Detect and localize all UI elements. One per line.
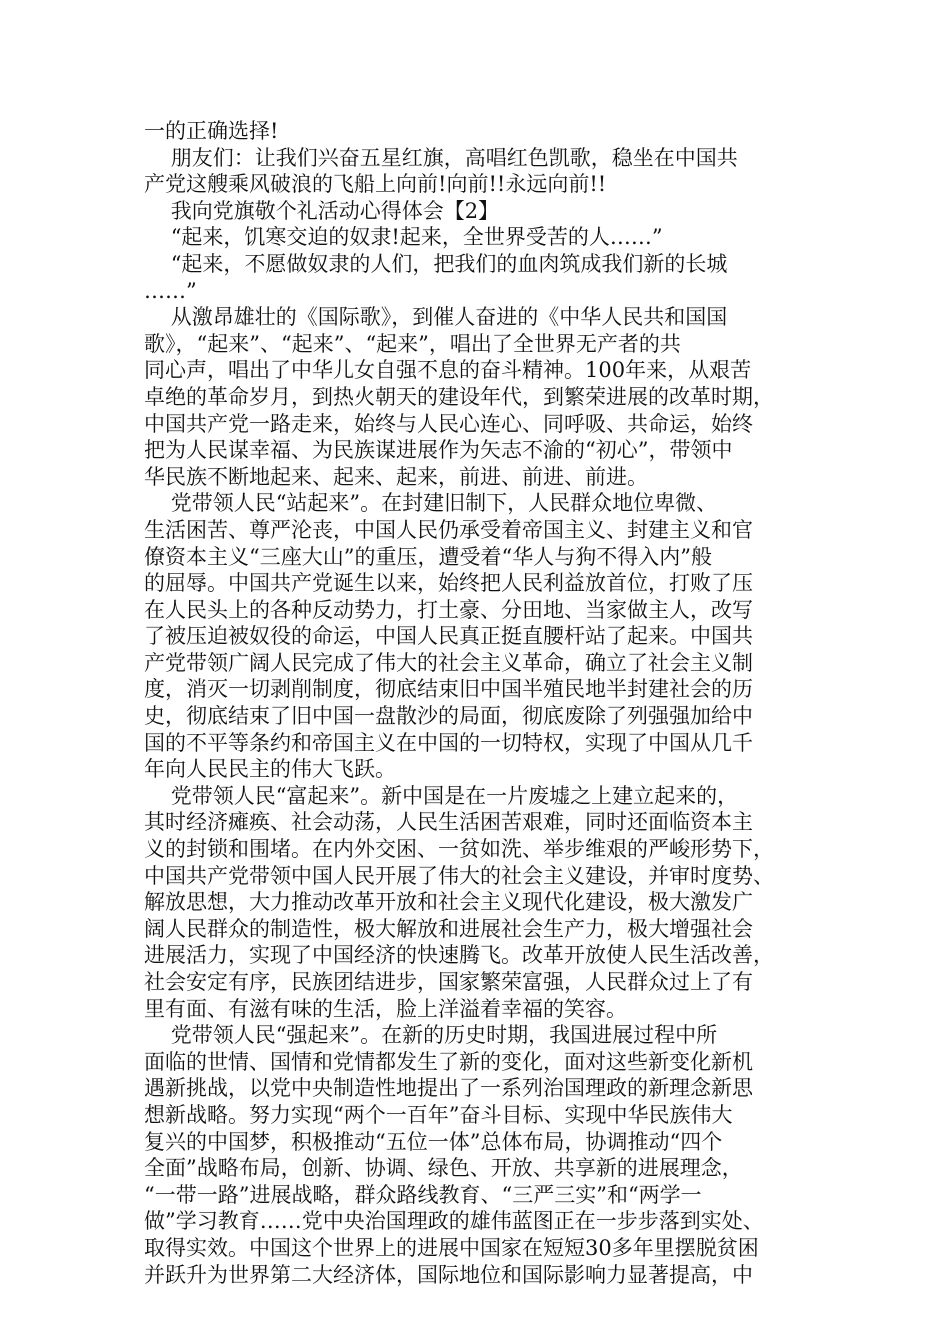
text-line: 中国共产党带领中国人民开展了伟大的社会主义建设，并审时度势、: [144, 863, 774, 888]
text-line: 其时经济瘫痪、社会动荡，人民生活困苦艰难，同时还面临资本主: [144, 810, 753, 835]
text-line: 面临的世情、国情和党情都发生了新的变化，面对这些新变化新机: [144, 1049, 753, 1074]
text-line: 党带领人民“富起来”。新中国是在一片废墟之上建立起来的，: [144, 783, 739, 808]
text-line: 社会安定有序，民族团结进步，国家繁荣富强，人民群众过上了有: [144, 970, 753, 994]
text-line: 同心声，唱出了中华儿女自强不息的奋斗精神。100年来，从艰苦: [144, 358, 752, 383]
text-line: 解放思想，大力推动改革开放和社会主义现代化建设，极大激发广: [144, 890, 753, 915]
text-line: 一的正确选择!: [144, 119, 279, 143]
text-line: 遇新挑战，以党中央制造性地提出了一系列治国理政的新理念新思: [144, 1076, 753, 1101]
text-line: 史，彻底结束了旧中国一盘散沙的局面，彻底废除了列强强加给中: [144, 704, 753, 729]
text-line: 朋友们：让我们兴奋五星红旗，高唱红色凯歌，稳坐在中国共: [144, 145, 738, 170]
text-line: ……”: [144, 278, 197, 303]
text-line: 党带领人民“站起来”。在封建旧制下，人民群众地位卑微、: [144, 491, 718, 516]
text-line: 的屈辱。中国共产党诞生以来，始终把人民利益放首位，打败了压: [144, 571, 753, 596]
text-line: 中国共产党一路走来，始终与人民心连心、同呼吸、共命运，始终: [144, 411, 753, 436]
section-heading: 我向党旗敬个礼活动心得体会【2】: [144, 198, 500, 223]
text-line: 年向人民民主的伟大飞跃。: [144, 757, 396, 782]
text-line: 产党这艘乘风破浪的飞船上向前!向前!!永远向前!!: [144, 172, 607, 197]
text-line: “起来，不愿做奴隶的人们，把我们的血肉筑成我们新的长城: [144, 251, 728, 276]
text-line: 把为人民谋幸福、为民族谋进展作为矢志不渝的“初心”，带领中: [144, 438, 733, 463]
text-line: 卓绝的革命岁月，到热火朝天的建设年代，到繁荣进展的改革时期，: [144, 384, 774, 409]
text-line: 全面”战略布局，创新、协调、绿色、开放、共享新的进展理念，: [144, 1156, 743, 1181]
text-line: “一带一路”进展战略，群众路线教育、“三严三实”和“两学一: [144, 1182, 702, 1207]
text-line: 并跃升为世界第二大经济体，国际地位和国际影响力显著提高，中: [144, 1262, 753, 1287]
text-line: 在人民头上的各种反动势力，打土豪、分田地、当家做主人，改写: [144, 597, 753, 622]
text-line: 取得实效。中国这个世界上的进展中国家在短短30多年里摆脱贫困: [144, 1235, 759, 1260]
document-body: [144, 118, 822, 1288]
text-line: 华民族不断地起来、起来、起来，前进、前进、前进。: [144, 464, 648, 489]
text-line: 复兴的中国梦，积极推动“五位一体”总体布局，协调推动“四个: [144, 1129, 723, 1154]
text-line: 里有面、有滋有味的生活，脸上洋溢着幸福的笑容。: [144, 996, 627, 1021]
text-line: 想新战略。努力实现“两个一百年”奋斗目标、实现中华民族伟大: [144, 1102, 733, 1127]
text-line: 国的不平等条约和帝国主义在中国的一切特权，实现了中国从几千: [144, 730, 753, 755]
text-line: 了被压迫被奴役的命运，中国人民真正挺直腰杆站了起来。中国共: [144, 624, 753, 649]
text-line: 从激昂雄壮的《国际歌》，到催人奋进的《中华人民共和国国: [144, 305, 728, 330]
text-line: 歌》，“起来”、“起来”、“起来”，唱出了全世界无产者的共: [144, 331, 681, 356]
text-line: 阔人民群众的制造性，极大解放和进展社会生产力，极大增强社会: [144, 916, 753, 941]
text-line: 生活困苦、尊严沦丧，中国人民仍承受着帝国主义、封建主义和官: [144, 517, 753, 542]
text-line: 产党带领广阔人民完成了伟大的社会主义革命，确立了社会主义制: [144, 650, 753, 675]
text-line: 进展活力，实现了中国经济的快速腾飞。改革开放使人民生活改善，: [144, 943, 774, 968]
text-line: 义的封锁和围堵。在内外交困、一贫如洗、举步维艰的严峻形势下，: [144, 837, 774, 862]
text-line: 党带领人民“强起来”。在新的历史时期，我国进展过程中所: [144, 1023, 718, 1048]
text-line: 度，消灭一切剥削制度，彻底结束旧中国半殖民地半封建社会的历: [144, 677, 753, 702]
text-line: 僚资本主义“三座大山”的重压，遭受着“华人与狗不得入内”般: [144, 544, 712, 569]
text-line: “起来，饥寒交迫的奴隶!起来，全世界受苦的人……”: [144, 225, 663, 250]
text-line: 做”学习教育……党中央治国理政的雄伟蓝图正在一步步落到实处、: [144, 1209, 764, 1234]
